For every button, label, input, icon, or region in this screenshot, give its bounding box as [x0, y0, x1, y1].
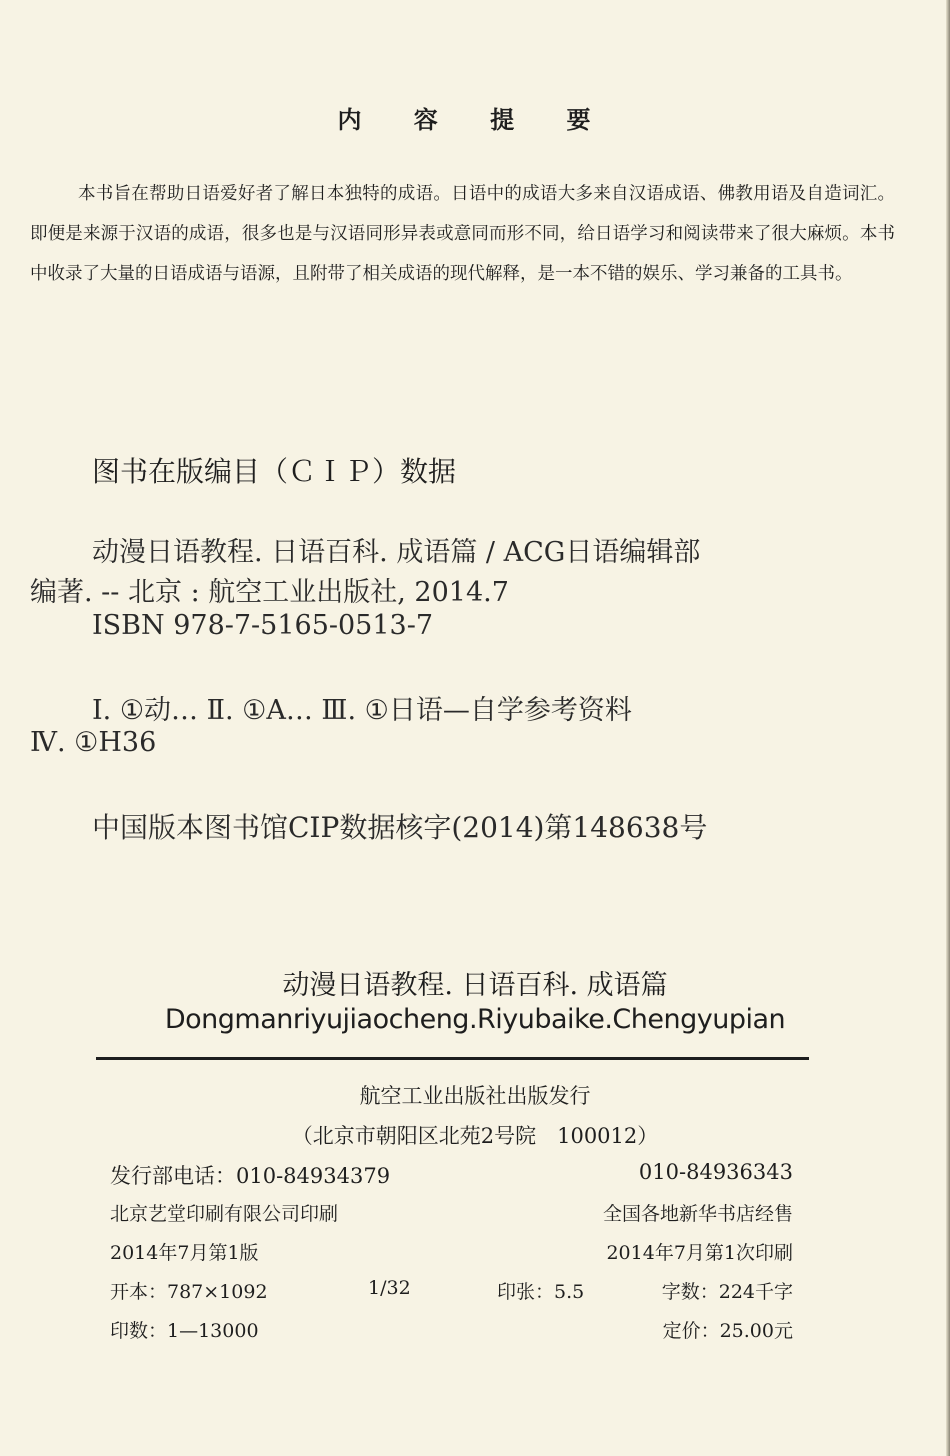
summary-body: 本书旨在帮助日语爱好者了解日本独特的成语。日语中的成语大多来自汉语成语、佛教用语及自造词汇。即便是来源于汉语的成语，很多也是与汉语同形异表或意同而形不同，给日语学习和阅读带来了很大麻烦。本书中收录了大量的日语成语与语源，且附带了相关成语的现代解释，是一本不错的娱乐、学习兼备的工具书。 — [30, 184, 895, 284]
fold: 1/32 — [368, 1277, 411, 1299]
print-run: 印数：1—13000 — [110, 1320, 259, 1342]
cip-classification-2: Ⅳ. ①H36 — [30, 727, 157, 758]
printer: 北京艺堂印刷有限公司印刷 — [110, 1203, 339, 1225]
book-title-pinyin: Dongmanriyujiaocheng.Riyubaike.Chengyupian — [164, 1004, 786, 1035]
publisher-address: （北京市朝阳区北苑2号院 100012） — [291, 1124, 659, 1148]
cip-isbn: ISBN 978-7-5165-0513-7 — [92, 610, 434, 641]
format: 开本：787×1092 — [110, 1281, 268, 1303]
cip-line-2: 编著. -- 北京 : 航空工业出版社, 2014.7 — [30, 577, 509, 608]
cip-heading: 图书在版编目（ＣＩＰ）数据 — [92, 455, 457, 488]
page-edge-shadow — [946, 0, 950, 1456]
edition: 2014年7月第1版 — [110, 1242, 259, 1264]
price: 定价：25.00元 — [662, 1320, 793, 1342]
book-title-chinese: 动漫日语教程. 日语百科. 成语篇 — [282, 970, 668, 1001]
divider-rule — [96, 1057, 809, 1060]
publisher-line: 航空工业出版社出版发行 — [359, 1084, 591, 1108]
phone-label: 发行部电话：010-84934379 — [110, 1164, 391, 1188]
summary-title: 内 容 提 要 — [337, 106, 613, 134]
word-count: 字数：224千字 — [661, 1281, 793, 1303]
printing: 2014年7月第1次印刷 — [606, 1242, 793, 1264]
cip-record-number: 中国版本图书馆CIP数据核字(2014)第148638号 — [92, 811, 708, 844]
cip-classification-1: Ⅰ. ①动… Ⅱ. ①A… Ⅲ. ①日语—自学参考资料 — [92, 695, 632, 726]
phone-secondary: 010-84936343 — [638, 1160, 793, 1184]
cip-line-1: 动漫日语教程. 日语百科. 成语篇 / ACG日语编辑部 — [92, 537, 701, 568]
printed-sheets: 印张：5.5 — [497, 1281, 585, 1303]
distributor: 全国各地新华书店经售 — [602, 1203, 793, 1225]
